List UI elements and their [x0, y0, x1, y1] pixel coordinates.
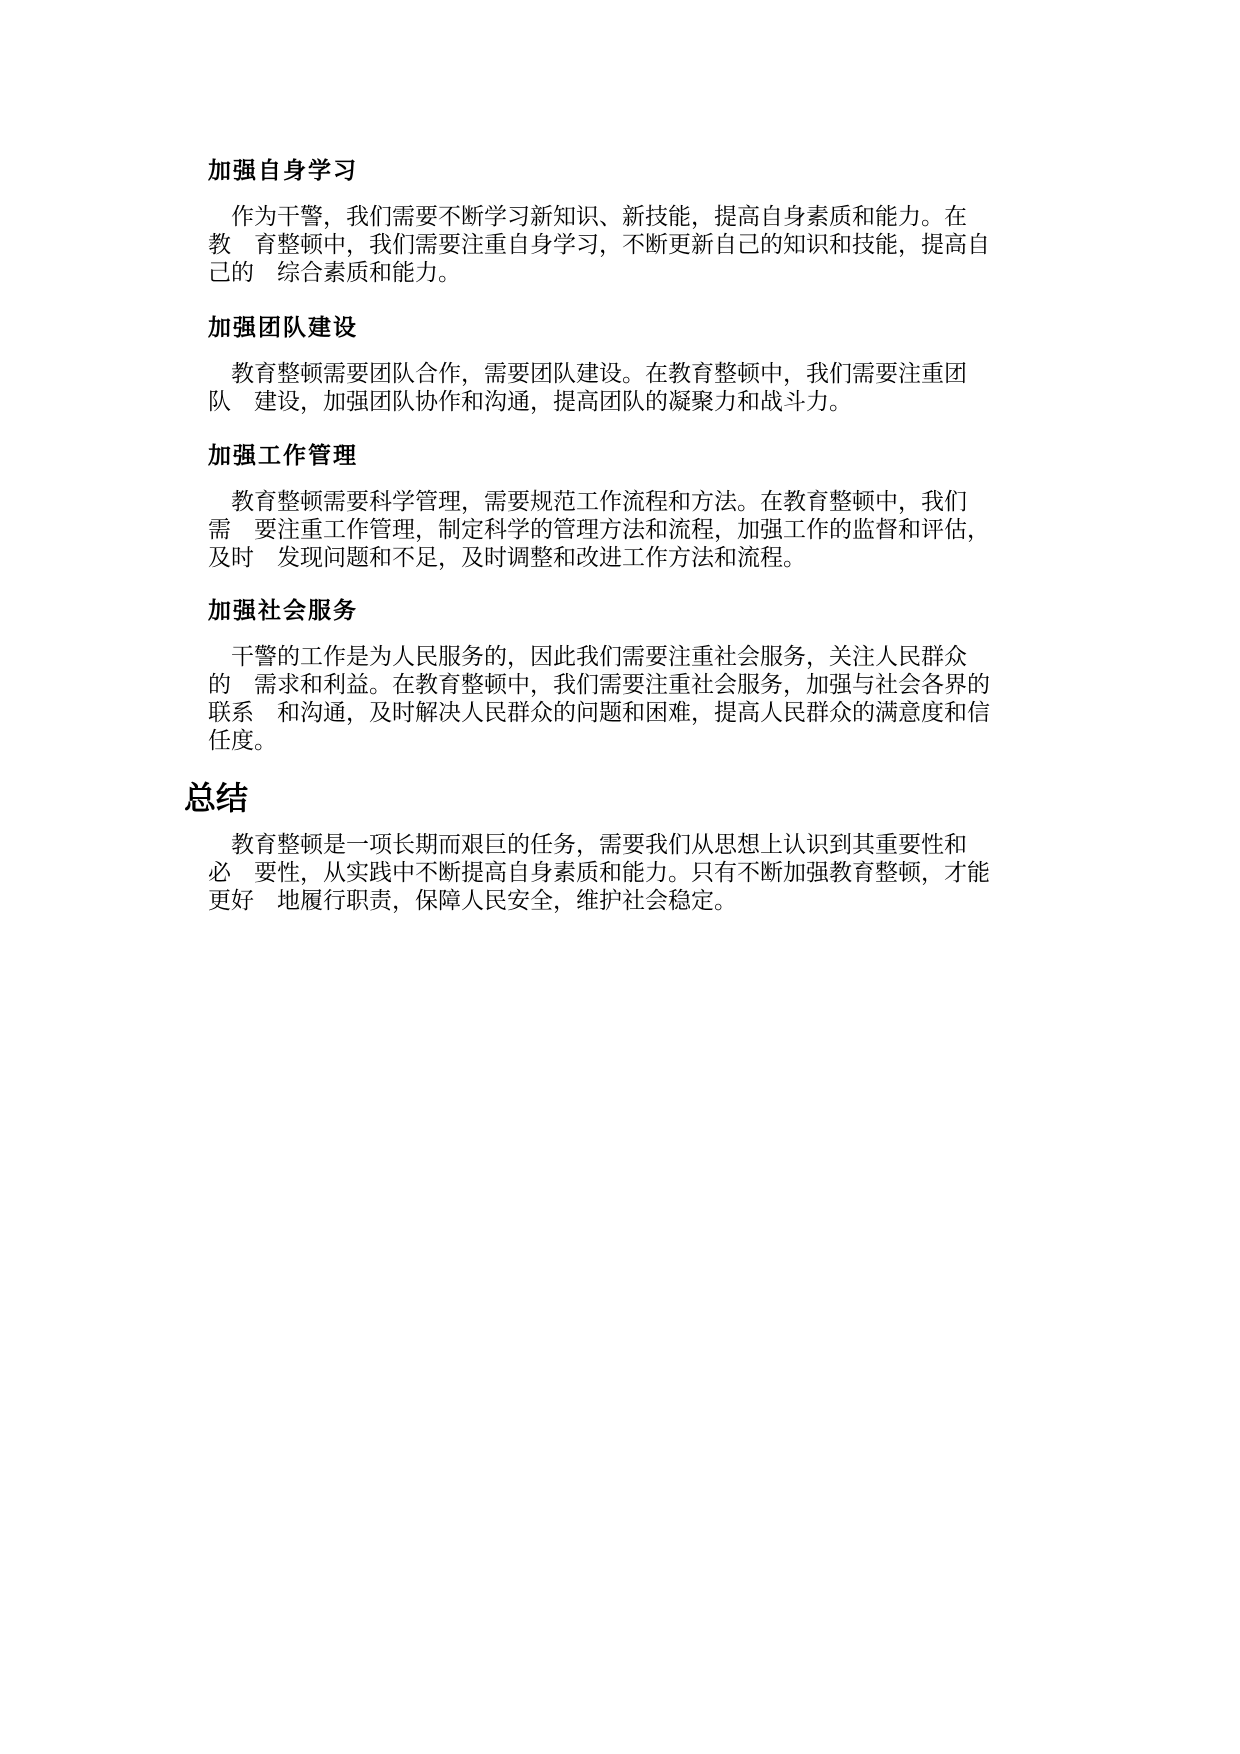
section-paragraph-self-study — [208, 203, 1048, 287]
section-heading-social-service: 加强社会服务 — [208, 598, 358, 624]
paragraph-line: 干警的工作是为人民服务的，因此我们需要注重社会服务，关注人民群众 — [208, 644, 967, 670]
paragraph-line: 更好 地履行职责，保障人民安全，维护社会稳定。 — [208, 888, 737, 914]
paragraph-line: 需 要注重工作管理，制定科学的管理方法和流程，加强工作的监督和评估， — [208, 517, 990, 543]
section-paragraph-team-building — [208, 360, 1048, 416]
section-heading-work-management: 加强工作管理 — [208, 443, 358, 469]
summary-paragraph — [208, 831, 1048, 915]
paragraph-line: 教育整顿需要科学管理，需要规范工作流程和方法。在教育整顿中，我们 — [208, 489, 967, 515]
summary-heading: 总结 — [184, 779, 249, 817]
paragraph-line: 联系 和沟通，及时解决人民群众的问题和困难，提高人民群众的满意度和信 — [208, 700, 990, 726]
paragraph-line: 教育整顿需要团队合作，需要团队建设。在教育整顿中，我们需要注重团 — [208, 361, 967, 387]
section-paragraph-work-management — [208, 488, 1048, 572]
paragraph-line: 己的 综合素质和能力。 — [208, 260, 461, 286]
paragraph-line: 及时 发现问题和不足，及时调整和改进工作方法和流程。 — [208, 545, 806, 571]
paragraph-line: 队 建设，加强团队协作和沟通，提高团队的凝聚力和战斗力。 — [208, 389, 852, 415]
paragraph-line: 必 要性，从实践中不断提高自身素质和能力。只有不断加强教育整顿，才能 — [208, 860, 990, 886]
paragraph-line: 作为干警，我们需要不断学习新知识、新技能，提高自身素质和能力。在 — [208, 204, 967, 230]
paragraph-line: 教 育整顿中，我们需要注重自身学习，不断更新自己的知识和技能，提高自 — [208, 232, 990, 258]
section-heading-self-study: 加强自身学习 — [208, 158, 358, 184]
section-heading-team-building: 加强团队建设 — [208, 315, 358, 341]
paragraph-line: 的 需求和利益。在教育整顿中，我们需要注重社会服务，加强与社会各界的 — [208, 672, 990, 698]
paragraph-line: 教育整顿是一项长期而艰巨的任务，需要我们从思想上认识到其重要性和 — [208, 832, 967, 858]
section-paragraph-social-service — [208, 643, 1048, 755]
paragraph-line: 任度。 — [208, 728, 277, 754]
